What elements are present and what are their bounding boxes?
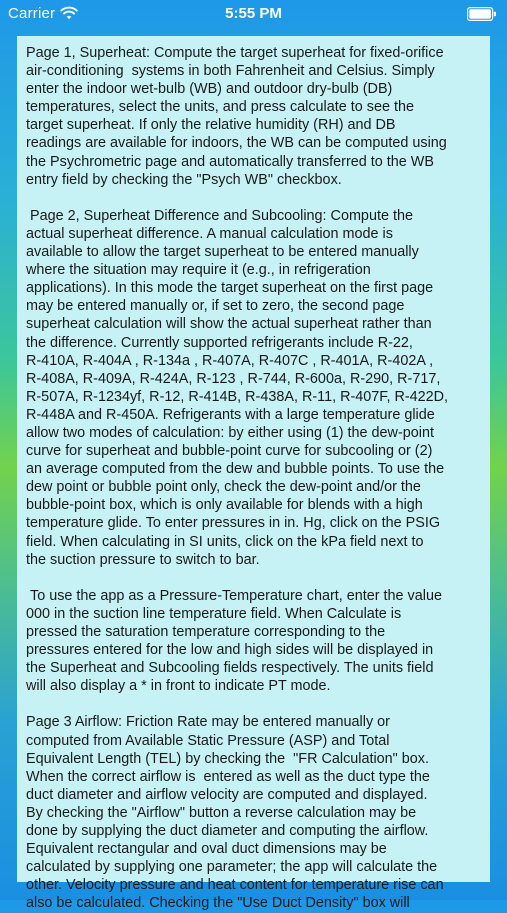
help-text: Page 1, Superheat: Compute the target superheat for fixed-orifice air-conditioning systems in both Fahrenheit and Celsius. Simply enter the indoor wet-bulb (WB) and outdoor dry-bulb (DB) temperatures, select the units, and press calculate to see the target superheat. If only the relative humidity (RH) and DB readings are available for indoors, the WB can be computed using the Psychrometric page and automatically transferred to the WB entry field by checking the "Psych WB" checkbox. Page 2, Superheat Difference and Subcooling: Compute the actual superheat difference. A manual calculation mode is available to allow the target superheat to be entered manually where the situation may require it (e.g., in refrigeration applications). In this mode the target superheat on the first page may be entered manually or, if set to zero, the second page superheat calculation will show the actual superheat rather than the difference. Currently supported refrigerants include R-22, R-410A, R-404A , R-134a , R-407A, R-407C , R-401A, R-402A , R-408A, R-409A, R-424A, R-123 , R-744, R-600a, R-290, R-717, R-507A, R-1234yf, R-12, R-414B, R-438A, R-11, R-407F, R-422D, R-448A and R-450A. Refrigerants with a large temperature glide allow two modes of calculation: by either using (1) the dew-point curve for superheat and bubble-point curve for subcooling or (2) an average computed from the dew and bubble points. To use the dew point or bubble point only, check the dew-point and/or the bubble-point box, which is only available for blends with a high temperature glide. To enter pressures in in. Hg, click on the PSIG field. When calculating in SI units, click on the kPa field next to the suction pressure to switch to bar. To use the app as a Pressure-Temperature chart, enter the value 000 in the suction line temperature field. When Calculate is pressed the saturation temperature corresponding to the pressures entered for the low and high sides will be displayed in the Superheat and Subcooling fields respectively. The units field will also display a * in front to indicate PT mode. Page 3 Airflow: Friction Rate may be entered manually or computed from Available Static Pressure (ASP) and Total Equivalent Length (TEL) by checking the "FR Calculation" box. When the correct airflow is entered as well as the duct type the duct diameter and airflow velocity are computed and displayed. By checking the "Airflow" button a reverse calculation may be done by supplying the duct diameter and computing the airflow. Equivalent rectangular and oval duct dimensions may be calculated by supplying one parameter; the app will calculate the other. Velocity pressure and heat content for temperature rise can also be calculated. Checking the "Use Duct Density" box will	[26, 45, 449, 912]
help-text-panel[interactable]	[17, 36, 490, 912]
status-bar	[0, 0, 507, 28]
battery-icon	[467, 7, 497, 21]
status-time: 5:55 PM	[225, 5, 282, 22]
carrier-label: Carrier	[8, 5, 56, 22]
